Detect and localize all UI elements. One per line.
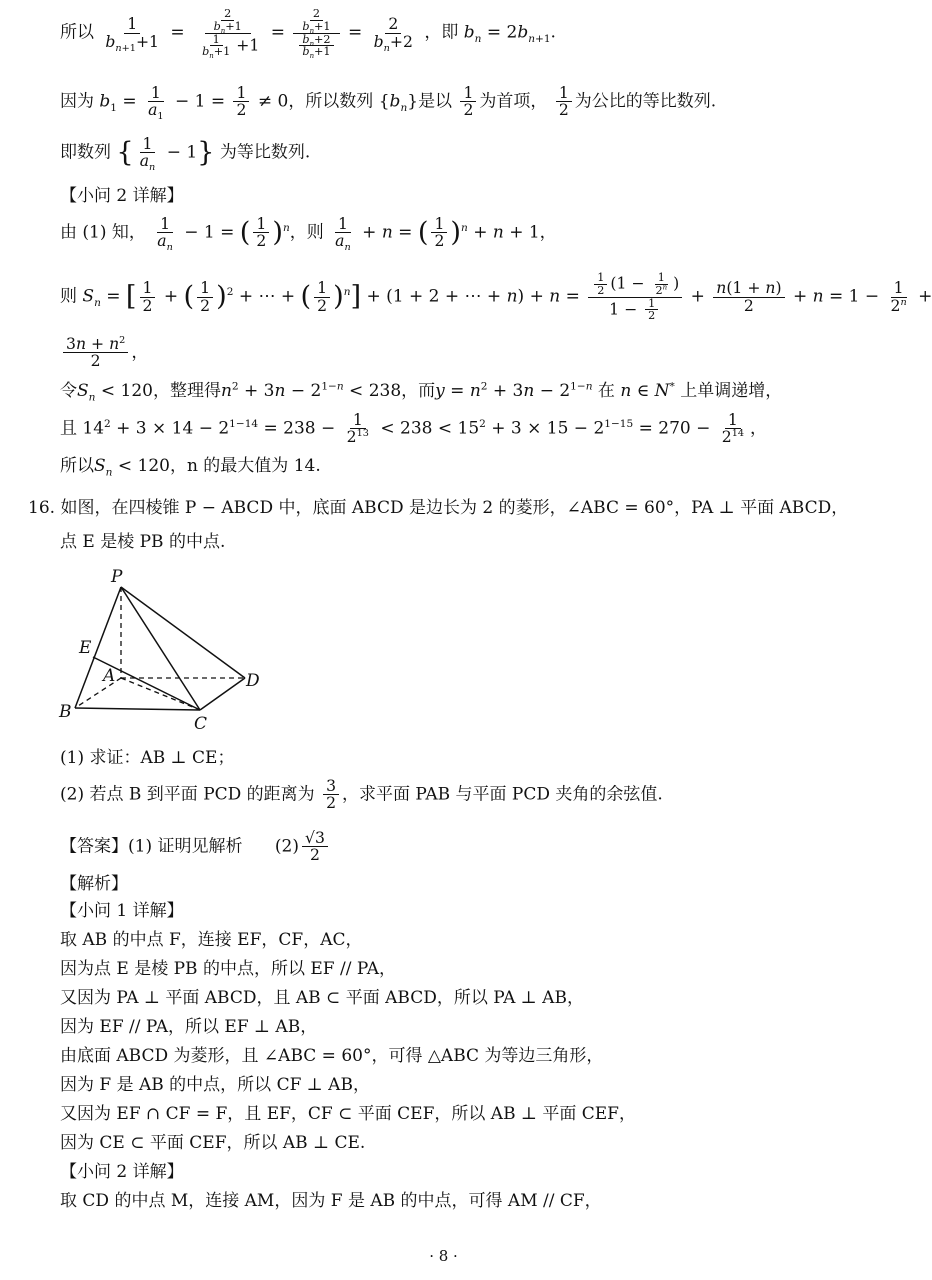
proof-line: 因为 CE ⊂ 平面 CEF，所以 AB ⊥ CE. bbox=[60, 1133, 366, 1153]
answer-line: 【答案】(1) 证明见解析 (2) $\frac{√3}{2}$ bbox=[60, 830, 331, 864]
q16-part2: (2) 若点 B 到平面 PCD 的距离为 $\frac{3}{2}$ ，求平面 PAB 与平面 PCD 夹角的余弦值. bbox=[60, 776, 663, 813]
sub1-label: 【小问 1 详解】 bbox=[60, 901, 184, 921]
edge-PD bbox=[121, 587, 245, 678]
sub2-label: 【小问 2 详解】 bbox=[60, 1162, 184, 1182]
edge-BC bbox=[75, 708, 200, 710]
label-E: E bbox=[79, 638, 92, 658]
proof-line: 因为 EF // PA，所以 EF ⊥ AB， bbox=[60, 1017, 318, 1037]
proof-line: 又因为 PA ⊥ 平面 ABCD，且 AB ⊂ 平面 ABCD，所以 PA ⊥ AB， bbox=[60, 988, 584, 1008]
label-B: B bbox=[59, 702, 72, 722]
edge-CD bbox=[200, 678, 245, 710]
eq-line-7: $\frac{3n + n^2}{2}$ ， bbox=[60, 336, 148, 370]
q16-stem-2: 点 E 是棱 PB 的中点. bbox=[60, 532, 226, 552]
eq-line-10: 所以$S_n < 120$，n 的最大值为 14. bbox=[60, 456, 321, 479]
analysis-label: 【解析】 bbox=[60, 874, 128, 894]
eq-line-9: 且 $14^2 + 3 \times 14 - 2^{1-14} = 238$ − $\frac{1}{2^{13}}$ < $238 < 15^2 + 3 \times 15 - 2^{1-15} = 270$ − $\frac{1}{2^{14}}$ ， bbox=[60, 410, 768, 447]
last-line: 取 CD 的中点 M，连接 AM，因为 F 是 AB 的中点，可得 AM // CF， bbox=[60, 1191, 602, 1211]
pyramid-figure bbox=[55, 565, 275, 734]
edge-AC bbox=[121, 678, 200, 710]
label-C: C bbox=[194, 714, 208, 734]
eq-line-3: 即数列 { $\frac{1}{a_n}$ − 1} 为等比数列. bbox=[60, 134, 311, 174]
page-number: · 8 · bbox=[429, 1247, 458, 1265]
label-A: A bbox=[103, 666, 116, 686]
proof-line: 由底面 ABCD 为菱形，且 ∠ABC = 60°，可得 △ABC 为等边三角形， bbox=[60, 1046, 604, 1066]
eq-line-6: 则 $S_n$ = [ $\frac{1}{2}$ + ( $\frac{1}{2}$ )$^2$ + ⋯ + ( $\frac{1}{2}$ )$^n$] + (1 + 2 + ⋯ + n) + n = $\frac{1}{2}$ (1 − $\frac{1}{2^n}$ ) 1 − $\frac{1}{2}$ + $\frac{n(1 + n)}{2}$ + n = 1 − $\frac{1}{2^n}$ + bbox=[60, 271, 932, 323]
proof-line: 又因为 EF ∩ CF = F，且 EF，CF ⊂ 平面 CEF，所以 AB ⊥ 平面 CEF， bbox=[60, 1104, 636, 1124]
eq-line-2: 因为 $b_1$ = $\frac{1}{a_1}$ − 1 = $\frac{1}{2}$ ≠ 0，所以数列 $\{b_n\}$是以 $\frac{1}{2}$ 为首项， $\frac{1}{2}$ 为公比的等比数列. bbox=[60, 83, 717, 123]
q16-part1: (1) 求证：AB ⊥ CE； bbox=[60, 748, 235, 768]
eq-line-5: 由 (1) 知， $\frac{1}{a_n}$ − 1 = ( $\frac{1}{2}$ )$^n$，则 $\frac{1}{a_n}$ + n = ( $\frac{1}{2}$ )$^n$ + n + 1， bbox=[60, 214, 557, 254]
edge-PC bbox=[121, 587, 200, 710]
proof-line: 因为点 E 是棱 PB 的中点，所以 EF // PA， bbox=[60, 959, 396, 979]
proof-line: 取 AB 的中点 F，连接 EF，CF，AC， bbox=[60, 930, 363, 950]
label-P: P bbox=[111, 567, 123, 587]
proof-line: 因为 F 是 AB 的中点，所以 CF ⊥ AB， bbox=[60, 1075, 370, 1095]
label-D: D bbox=[246, 671, 260, 691]
eq-line-8: 令$S_n < 120$，整理得$n^2 + 3n - 2^{1-n} < 238$，而$y = n^2 + 3n - 2^{1-n}$ 在 n ∈ N* 上单调递增， bbox=[60, 380, 783, 404]
section-head-2: 【小问 2 详解】 bbox=[60, 186, 184, 206]
eq-line-1: 所以 $\frac{1}{b_{n+1}+1}$ = $\frac{2}{b_n+1}$ $\frac{1}{b_n+1}$ +1 = $\frac{\frac{2}{b_n+1}}{\frac{b_n+2}{b_n+1}}$ = $\frac{2}{b_n+2}$ ，即 $b_n = 2b_{n+1}$. bbox=[60, 7, 556, 61]
q16-stem-1: 16. 如图，在四棱锥 P − ABCD 中，底面 ABCD 是边长为 2 的菱形，∠ABC = 60°，PA ⊥ 平面 ABCD， bbox=[28, 498, 849, 518]
